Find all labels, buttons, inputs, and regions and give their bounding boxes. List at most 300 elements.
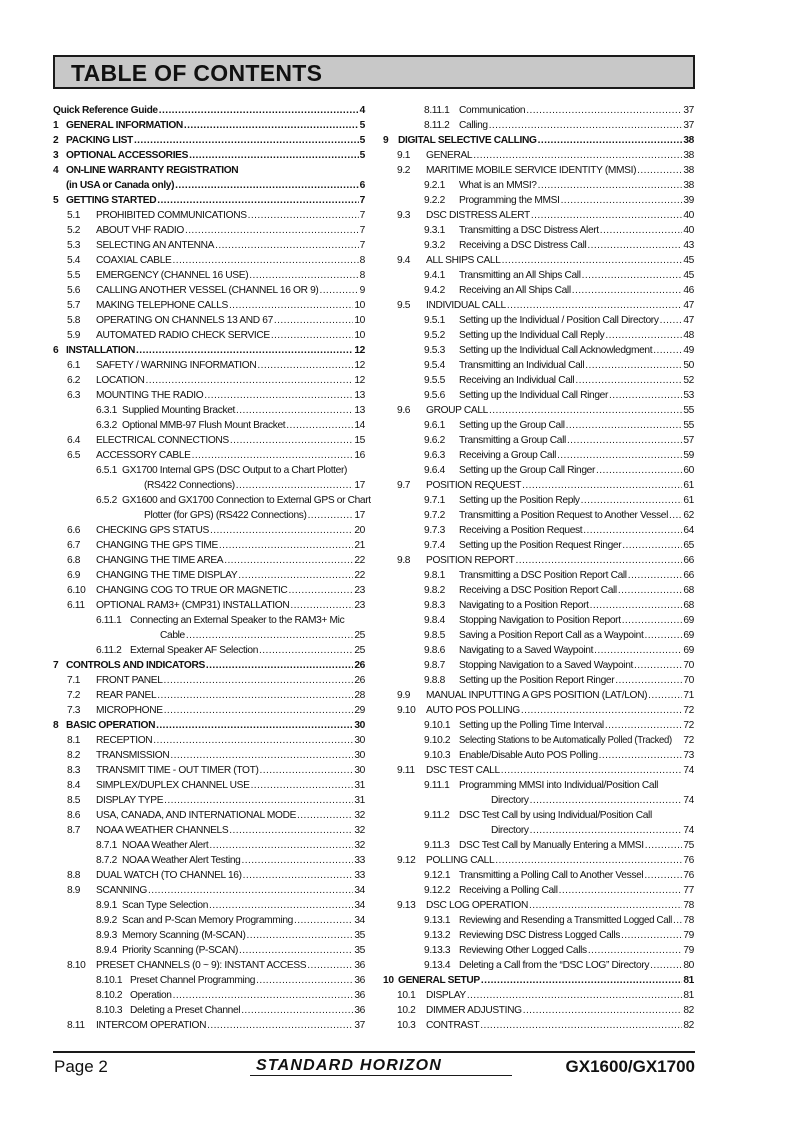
toc-entry-title: DSC Test Call by Manually Entering a MMSI (459, 840, 644, 851)
toc-entry[interactable] (383, 343, 694, 358)
toc-entry[interactable] (53, 163, 365, 178)
toc-entry-title: Supplied Mounting Bracket (122, 405, 236, 416)
toc-entry[interactable] (53, 763, 365, 778)
toc-entry-number: 9.12 (397, 855, 416, 866)
toc-entry[interactable] (383, 553, 694, 568)
toc-entry-title: Setting up the Position Report Ringer (459, 675, 615, 686)
footer-rule (53, 1051, 695, 1053)
toc-dot-leader (501, 763, 683, 778)
toc-entry[interactable] (53, 883, 365, 898)
toc-entry[interactable] (383, 853, 694, 868)
toc-entry-title: Plotter (for GPS) (RS422 Connections) (144, 510, 307, 521)
toc-entry[interactable] (53, 448, 365, 463)
toc-entry[interactable] (53, 553, 365, 568)
toc-entry-page: 32 (354, 840, 365, 851)
toc-dot-leader (599, 748, 683, 763)
toc-entry[interactable] (53, 313, 365, 328)
toc-dot-leader (648, 688, 682, 703)
toc-entry-page: 34 (354, 900, 365, 911)
toc-left-column (53, 103, 371, 1033)
toc-entry-title: (in USA or Canada only) (66, 180, 175, 191)
toc-entry[interactable] (53, 223, 365, 238)
toc-entry-page: 25 (354, 630, 365, 641)
toc-dot-leader (157, 688, 353, 703)
toc-dot-leader (653, 343, 682, 358)
toc-dot-leader (249, 268, 358, 283)
toc-dot-leader (274, 313, 353, 328)
toc-entry[interactable] (383, 568, 694, 583)
toc-entry[interactable] (53, 373, 365, 388)
toc-entry[interactable] (53, 703, 365, 718)
toc-dot-leader (159, 103, 359, 118)
toc-dot-leader (572, 283, 683, 298)
toc-entry[interactable] (383, 193, 694, 208)
toc-entry-title: Memory Scanning (M-SCAN) (122, 930, 246, 941)
toc-entry[interactable] (53, 658, 365, 673)
toc-entry[interactable] (53, 718, 365, 733)
toc-entry[interactable] (383, 628, 694, 643)
toc-entry[interactable] (383, 868, 694, 883)
toc-entry-title: DISPLAY TYPE (96, 795, 164, 806)
toc-dot-leader (516, 553, 683, 568)
toc-entry[interactable] (383, 688, 694, 703)
toc-entry-number: 5.6 (67, 285, 81, 296)
toc-entry[interactable] (383, 448, 694, 463)
toc-entry[interactable] (53, 868, 365, 883)
toc-entry-page: 13 (354, 390, 365, 401)
toc-entry-page: 70 (683, 675, 694, 686)
toc-entry[interactable] (383, 118, 694, 133)
toc-entry[interactable] (53, 418, 365, 433)
toc-entry[interactable] (53, 943, 365, 958)
toc-entry-title: DSC DISTRESS ALERT (426, 210, 530, 221)
toc-entry-page: 37 (354, 1020, 365, 1031)
toc-entry[interactable] (383, 133, 694, 148)
toc-entry[interactable] (53, 493, 371, 523)
toc-dot-leader (308, 508, 354, 523)
toc-entry-page: 45 (683, 270, 694, 281)
toc-dot-leader (489, 118, 683, 133)
toc-entry[interactable] (383, 388, 694, 403)
toc-entry[interactable] (53, 403, 365, 418)
toc-entry-page: 7 (359, 225, 365, 236)
toc-entry[interactable] (383, 268, 694, 283)
toc-dot-leader (605, 328, 682, 343)
toc-entry-page: 17 (354, 510, 365, 521)
toc-entry-title: TRANSMIT TIME - OUT TIMER (TOT) (96, 765, 259, 776)
toc-entry[interactable] (383, 253, 694, 268)
toc-entry-title: NOAA Weather Alert (122, 840, 209, 851)
toc-entry-page: 69 (683, 615, 694, 626)
toc-entry[interactable] (53, 148, 365, 163)
toc-entry[interactable] (53, 358, 365, 373)
toc-entry-number: 8.7.1 (96, 840, 117, 851)
toc-entry[interactable] (383, 283, 694, 298)
toc-entry[interactable] (383, 433, 694, 448)
toc-entry[interactable] (383, 163, 694, 178)
toc-entry[interactable] (53, 898, 365, 913)
toc-entry[interactable] (53, 928, 365, 943)
toc-entry-page: 30 (354, 735, 365, 746)
toc-entry[interactable] (383, 973, 694, 988)
toc-entry-title: MICROPHONE (96, 705, 163, 716)
toc-entry-title: NOAA WEATHER CHANNELS (96, 825, 229, 836)
toc-entry-title: Setting up the Individual Call Acknowledgment (459, 345, 653, 356)
toc-entry-number: 8.5 (67, 795, 81, 806)
toc-dot-leader (587, 238, 682, 253)
toc-entry[interactable] (53, 598, 365, 613)
toc-entry-title: Directory (491, 795, 529, 806)
toc-dot-leader (660, 313, 683, 328)
toc-dot-leader (507, 298, 682, 313)
toc-entry-title: Scan Type Selection (122, 900, 209, 911)
toc-entry[interactable] (53, 958, 365, 973)
toc-dot-leader (645, 838, 683, 853)
toc-entry[interactable] (383, 223, 694, 238)
toc-entry-page: 5 (359, 135, 365, 146)
toc-entry[interactable] (53, 688, 365, 703)
toc-entry-page: 16 (354, 450, 365, 461)
toc-entry[interactable] (53, 583, 365, 598)
toc-entry-page: 81 (683, 990, 694, 1001)
toc-entry[interactable] (383, 703, 694, 718)
toc-entry[interactable] (53, 973, 365, 988)
toc-entry-page: 35 (354, 930, 365, 941)
toc-dot-leader (241, 1003, 353, 1018)
toc-entry-number: 9.12.2 (424, 885, 451, 896)
toc-entry[interactable] (53, 838, 365, 853)
toc-entry-page: 79 (683, 945, 694, 956)
toc-entry[interactable] (383, 328, 694, 343)
toc-entry-title: Receiving a Group Call (459, 450, 557, 461)
toc-dot-leader (184, 118, 359, 133)
toc-entry-page: 69 (683, 645, 694, 656)
toc-entry-page: 36 (354, 960, 365, 971)
toc-entry[interactable] (53, 748, 365, 763)
toc-entry-page: 49 (683, 345, 694, 356)
toc-entry[interactable] (53, 208, 365, 223)
toc-entry-title: Setting up the Group Call Ringer (459, 465, 596, 476)
toc-entry-page: 36 (354, 975, 365, 986)
toc-entry-page: 69 (683, 630, 694, 641)
toc-entry[interactable] (53, 913, 365, 928)
toc-entry-number: 4 (53, 165, 59, 176)
toc-entry-title: Calling (459, 120, 488, 131)
toc-entry-number: 8.9.2 (96, 915, 117, 926)
toc-entry[interactable] (383, 1018, 694, 1033)
toc-entry-title: EMERGENCY (CHANNEL 16 USE) (96, 270, 249, 281)
toc-dot-leader (621, 928, 682, 943)
toc-entry-page: 68 (683, 585, 694, 596)
toc-entry-page: 77 (683, 885, 694, 896)
toc-entry[interactable] (383, 478, 694, 493)
toc-entry-page: 32 (354, 825, 365, 836)
toc-entry[interactable] (53, 253, 365, 268)
toc-entry[interactable] (383, 733, 694, 748)
toc-entry-page: 74 (683, 795, 694, 806)
toc-dot-leader (257, 358, 353, 373)
toc-entry[interactable] (53, 238, 365, 253)
toc-entry-number: 6.11.2 (96, 645, 122, 656)
toc-dot-leader (259, 643, 353, 658)
toc-entry-title: NOAA Weather Alert Testing (122, 855, 241, 866)
toc-entry[interactable] (383, 538, 694, 553)
toc-entry-title: Programming the MMSI (459, 195, 560, 206)
toc-entry-number: 8.9.3 (96, 930, 117, 941)
toc-dot-leader (164, 793, 353, 808)
toc-entry-title: Communication (459, 105, 526, 116)
toc-entry-title: INDIVIDUAL CALL (426, 300, 506, 311)
toc-entry-number: 9.13.4 (424, 960, 451, 971)
toc-entry[interactable] (53, 103, 365, 118)
toc-dot-leader (585, 358, 682, 373)
toc-entry[interactable] (383, 763, 694, 778)
toc-entry[interactable] (53, 793, 365, 808)
toc-entry-page: 37 (683, 105, 694, 116)
toc-entry[interactable] (383, 103, 694, 118)
toc-entry-number: 9.7.1 (424, 495, 445, 506)
toc-entry-number: 6.1 (67, 360, 81, 371)
toc-entry[interactable] (383, 778, 694, 808)
toc-entry[interactable] (383, 178, 694, 193)
toc-entry[interactable] (383, 988, 694, 1003)
toc-entry-page: 7 (359, 210, 365, 221)
toc-entry-number: 8.7.2 (96, 855, 117, 866)
toc-entry[interactable] (383, 298, 694, 313)
toc-entry[interactable] (53, 463, 365, 493)
toc-entry[interactable] (383, 898, 694, 913)
toc-entry-number: 6.3.2 (96, 420, 117, 431)
toc-entry-title: Transmitting a DSC Position Report Call (459, 570, 627, 581)
toc-entry-page: 64 (683, 525, 694, 536)
toc-entry-number: 8.11.1 (424, 105, 450, 116)
toc-entry[interactable] (53, 328, 365, 343)
toc-entry-title: Transmitting an All Ships Call (459, 270, 581, 281)
toc-entry[interactable] (383, 598, 694, 613)
toc-entry[interactable] (53, 988, 365, 1003)
toc-entry[interactable] (383, 238, 694, 253)
toc-dot-leader (209, 838, 353, 853)
toc-entry-number: 9.12.1 (424, 870, 451, 881)
toc-entry-title: DSC Test Call by using Individual/Position Call (459, 810, 652, 821)
toc-entry-title: Transmitting a Polling Call to Another Vessel (459, 870, 644, 881)
toc-entry-title: Transmitting a Position Request to Another Vessel (459, 510, 668, 521)
toc-entry-page: 38 (683, 180, 694, 191)
toc-entry[interactable] (383, 403, 694, 418)
toc-entry[interactable] (53, 343, 365, 358)
toc-dot-leader (307, 958, 353, 973)
toc-entry[interactable] (383, 913, 694, 928)
toc-entry-number: 6.9 (67, 570, 81, 581)
toc-entry[interactable] (383, 493, 694, 508)
toc-entry-title: Navigating to a Saved Waypoint (459, 645, 594, 656)
toc-entry[interactable] (53, 283, 365, 298)
toc-entry[interactable] (53, 433, 365, 448)
toc-entry[interactable] (53, 568, 365, 583)
toc-entry-number: 5.4 (67, 255, 81, 266)
toc-entry[interactable] (53, 673, 365, 688)
toc-entry[interactable] (383, 313, 694, 328)
toc-dot-leader (219, 538, 353, 553)
toc-dot-leader (319, 283, 358, 298)
toc-entry[interactable] (53, 613, 365, 643)
toc-entry[interactable] (53, 853, 365, 868)
toc-entry[interactable] (53, 193, 365, 208)
toc-entry[interactable] (383, 523, 694, 538)
toc-entry-title: Priority Scanning (P-SCAN) (122, 945, 239, 956)
toc-entry[interactable] (53, 178, 365, 193)
toc-entry[interactable] (53, 823, 365, 838)
toc-dot-leader (582, 268, 683, 283)
toc-entry[interactable] (383, 718, 694, 733)
toc-entry-title: DSC LOG OPERATION (426, 900, 528, 911)
toc-dot-leader (523, 1003, 683, 1018)
toc-entry-number: 9.13.3 (424, 945, 451, 956)
toc-entry[interactable] (53, 733, 365, 748)
toc-entry[interactable] (53, 523, 365, 538)
toc-entry[interactable] (53, 778, 365, 793)
toc-entry[interactable] (383, 838, 694, 853)
toc-entry[interactable] (383, 208, 694, 223)
toc-entry-title: TRANSMISSION (96, 750, 170, 761)
toc-dot-leader (673, 913, 682, 928)
toc-entry-number: 8.10.3 (96, 1005, 123, 1016)
toc-entry-number: 9.8.3 (424, 600, 445, 611)
toc-entry-page: 71 (683, 690, 694, 701)
toc-entry[interactable] (383, 658, 694, 673)
toc-entry-page: 13 (354, 405, 365, 416)
toc-entry[interactable] (53, 133, 365, 148)
toc-entry-number: 9.4.2 (424, 285, 445, 296)
toc-entry[interactable] (53, 1003, 365, 1018)
toc-entry[interactable] (53, 388, 365, 403)
toc-entry-number: 9.2.1 (424, 180, 445, 191)
toc-entry-title: ON-LINE WARRANTY REGISTRATION (66, 165, 239, 176)
toc-entry-page: 66 (683, 570, 694, 581)
toc-entry-number: 5.7 (67, 300, 81, 311)
toc-entry-number: 8.7 (67, 825, 81, 836)
toc-entry-number: 9.8.4 (424, 615, 445, 626)
toc-entry[interactable] (383, 358, 694, 373)
toc-entry[interactable] (383, 883, 694, 898)
toc-entry-title: INSTALLATION (66, 345, 135, 356)
toc-entry-page: 25 (354, 645, 365, 656)
page-title: TABLE OF CONTENTS (71, 60, 323, 86)
toc-entry-title: POSITION REQUEST (426, 480, 522, 491)
toc-entry[interactable] (383, 583, 694, 598)
toc-entry[interactable] (383, 508, 694, 523)
toc-entry-title: External Speaker AF Selection (130, 645, 259, 656)
toc-entry[interactable] (53, 538, 365, 553)
toc-entry-title: Preset Channel Programming (130, 975, 256, 986)
toc-entry[interactable] (383, 748, 694, 763)
toc-entry-number: 6.11.1 (96, 615, 122, 626)
toc-entry-title: DIGITAL SELECTIVE CALLING (398, 135, 537, 146)
toc-entry-title: CHANGING THE GPS TIME (96, 540, 218, 551)
toc-entry[interactable] (383, 928, 694, 943)
toc-entry-title: DIMMER ADJUSTING (426, 1005, 522, 1016)
toc-entry[interactable] (383, 148, 694, 163)
toc-entry[interactable] (53, 1018, 365, 1033)
toc-entry-title: (RS422 Connections) (144, 480, 235, 491)
toc-entry-page: 40 (683, 225, 694, 236)
toc-entry[interactable] (383, 943, 694, 958)
toc-entry-title: Stopping Navigation to Position Report (459, 615, 621, 626)
toc-entry-title: Setting up the Individual / Position Call Directory (459, 315, 659, 326)
toc-entry[interactable] (383, 373, 694, 388)
toc-entry[interactable] (53, 298, 365, 313)
toc-entry-title: SELECTING AN ANTENNA (96, 240, 215, 251)
toc-entry-page: 47 (683, 315, 694, 326)
toc-entry[interactable] (383, 613, 694, 628)
toc-entry-title: OPERATING ON CHANNELS 13 AND 67 (96, 315, 273, 326)
toc-dot-leader (628, 568, 683, 583)
toc-entry-title: ACCESSORY CABLE (96, 450, 191, 461)
toc-entry[interactable] (53, 808, 365, 823)
toc-entry-title: Transmitting a Group Call (459, 435, 566, 446)
toc-dot-leader (271, 328, 354, 343)
toc-dot-leader (567, 433, 682, 448)
toc-entry-page: 4 (359, 105, 365, 116)
toc-entry-number: 9.13.2 (424, 930, 451, 941)
toc-dot-leader (634, 658, 682, 673)
toc-dot-leader (189, 148, 359, 163)
toc-dot-leader (467, 988, 683, 1003)
toc-dot-leader (248, 208, 359, 223)
toc-entry-title: GX1700 Internal GPS (DSC Output to a Chart Plotter) (122, 465, 348, 476)
toc-entry-number: 6.3 (67, 390, 81, 401)
toc-entry[interactable] (383, 673, 694, 688)
toc-dot-leader (609, 388, 682, 403)
toc-dot-leader (192, 448, 354, 463)
toc-dot-leader (210, 523, 353, 538)
toc-entry-number: 6.5.1 (96, 465, 117, 476)
toc-entry-page: 28 (354, 690, 365, 701)
toc-entry-title: Enable/Disable Auto POS Polling (459, 750, 598, 761)
toc-dot-leader (204, 388, 353, 403)
toc-dot-leader (596, 463, 682, 478)
toc-entry-page: 10 (354, 300, 365, 311)
toc-entry-title: CONTROLS AND INDICATORS (66, 660, 205, 671)
toc-dot-leader (236, 403, 353, 418)
toc-entry-number: 8.4 (67, 780, 81, 791)
toc-entry-number: 6.5.2 (96, 495, 117, 506)
toc-entry-number: 6.3.1 (96, 405, 117, 416)
toc-entry-title: Setting up the Position Request Ringer (459, 540, 622, 551)
toc-dot-leader (156, 718, 353, 733)
toc-entry[interactable] (383, 1003, 694, 1018)
toc-dot-leader (588, 943, 683, 958)
toc-entry[interactable] (383, 643, 694, 658)
toc-entry-title: CHANGING THE TIME DISPLAY (96, 570, 238, 581)
toc-entry[interactable] (383, 808, 694, 838)
toc-entry-number: 9.7.2 (424, 510, 445, 521)
toc-entry[interactable] (383, 418, 694, 433)
toc-entry-number: 9.4.1 (424, 270, 445, 281)
toc-entry-number: 9.11.2 (424, 810, 450, 821)
toc-entry[interactable] (53, 643, 365, 658)
toc-dot-leader (530, 823, 683, 838)
toc-entry-page: 53 (683, 390, 694, 401)
toc-entry-page: 29 (354, 705, 365, 716)
toc-entry[interactable] (53, 118, 365, 133)
toc-entry-number: 5.9 (67, 330, 81, 341)
toc-entry-page: 8 (359, 270, 365, 281)
toc-dot-leader (618, 583, 683, 598)
toc-entry[interactable] (383, 958, 694, 973)
toc-entry[interactable] (383, 463, 694, 478)
toc-entry[interactable] (53, 268, 365, 283)
